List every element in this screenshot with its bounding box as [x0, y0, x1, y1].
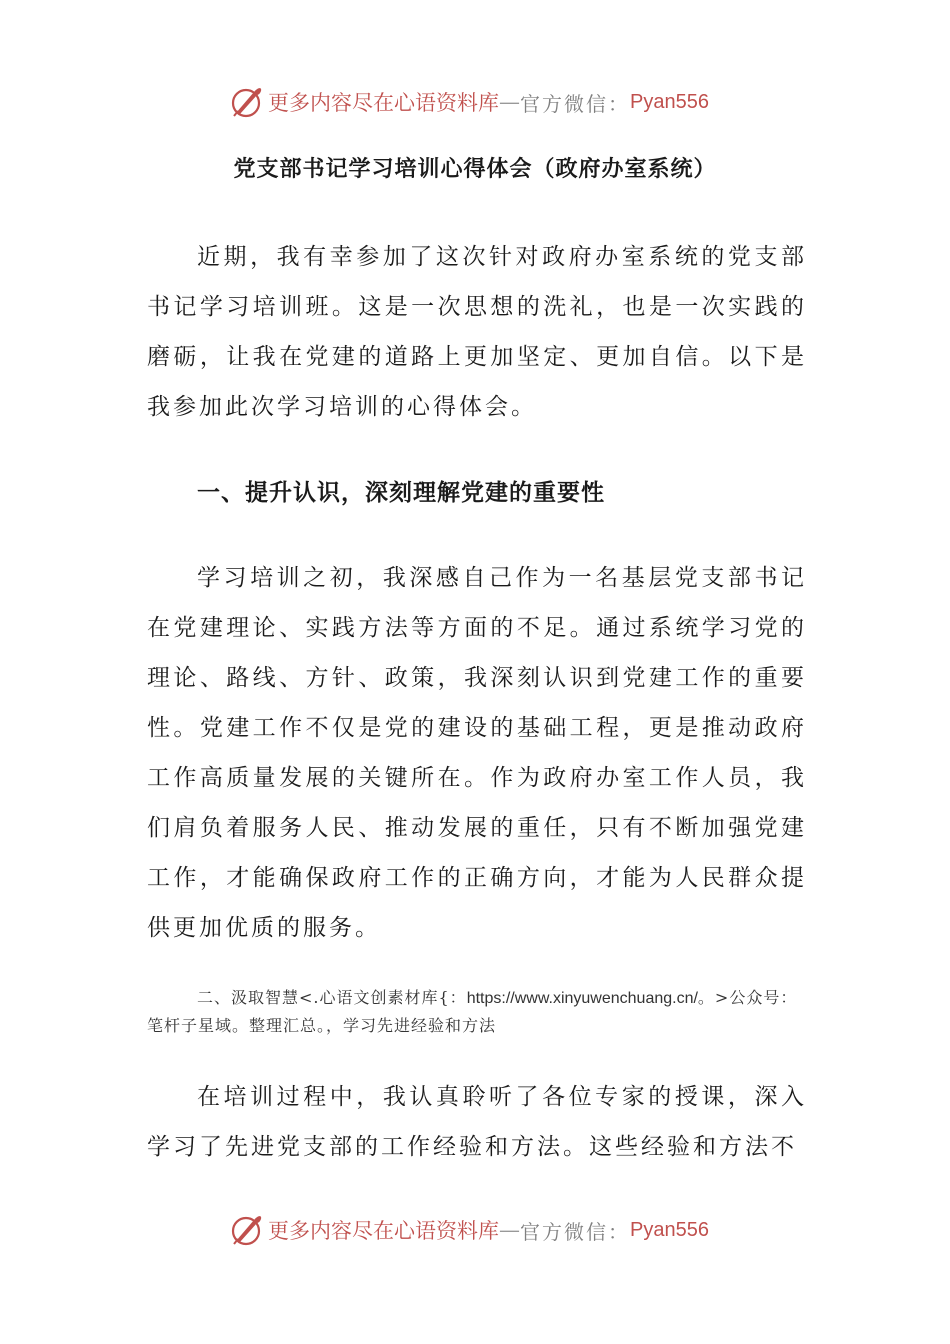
banner-main-text: 更多内容尽在心语资料库 — [268, 1219, 499, 1243]
note-url[interactable]: https://www.xinyuwenchuang.cn/ — [466, 990, 698, 1007]
quill-pen-logo-icon — [228, 1212, 264, 1248]
banner-dash: — — [499, 1218, 520, 1242]
banner-main-text: 更多内容尽在心语资料库 — [268, 91, 499, 115]
banner-wechat-id: Pyan556 — [630, 1218, 709, 1241]
paragraph-intro: 近期，我有幸参加了这次针对政府办室系统的党支部书记学习培训班。这是一次思想的洗礼，也是一次实践的磨砺，让我在党建的道路上更加坚定、更加自信。以下是我参加此次学习培训的心得体会。 — [147, 244, 807, 420]
header-banner[interactable] — [228, 82, 748, 122]
paragraph-section-2: 在培训过程中，我认真聆听了各位专家的授课，深入学习了先进党支部的工作经验和方法。这些经验和方法不 — [147, 1084, 807, 1160]
note-suffix: 。>公众号：笔杆子星域。整理汇总。，学习先进经验和方法 — [147, 988, 798, 1035]
banner-dash: — — [499, 90, 520, 114]
document-title: 党支部书记学习培训心得体会（政府办室系统） — [233, 156, 717, 182]
banner-wechat-label: 官方微信： — [520, 1219, 630, 1244]
section-heading-1: 一、提升认识，深刻理解党建的重要性 — [197, 479, 605, 506]
quill-pen-logo-icon — [228, 84, 264, 120]
section-heading-2-note — [147, 984, 812, 1039]
banner-wechat-label: 官方微信： — [520, 91, 630, 116]
footer-banner[interactable] — [228, 1210, 748, 1250]
banner-wechat-id: Pyan556 — [630, 90, 709, 113]
paragraph-section-1: 学习培训之初，我深感自己作为一名基层党支部书记在党建理论、实践方法等方面的不足。通过系统学习党的理论、路线、方针、政策，我深刻认识到党建工作的重要性。党建工作不仅是党的建设的基础工程，更是推动政府工作高质量发展的关键所在。作为政府办室工作人员，我们肩负着服务人民、推动发展的重任，只有不断加强党建工作，才能确保政府工作的正确方向，才能为人民群众提供更加优质的服务。 — [147, 565, 807, 941]
note-prefix: 二、汲取智慧<.心语文创素材库{： — [197, 988, 467, 1007]
